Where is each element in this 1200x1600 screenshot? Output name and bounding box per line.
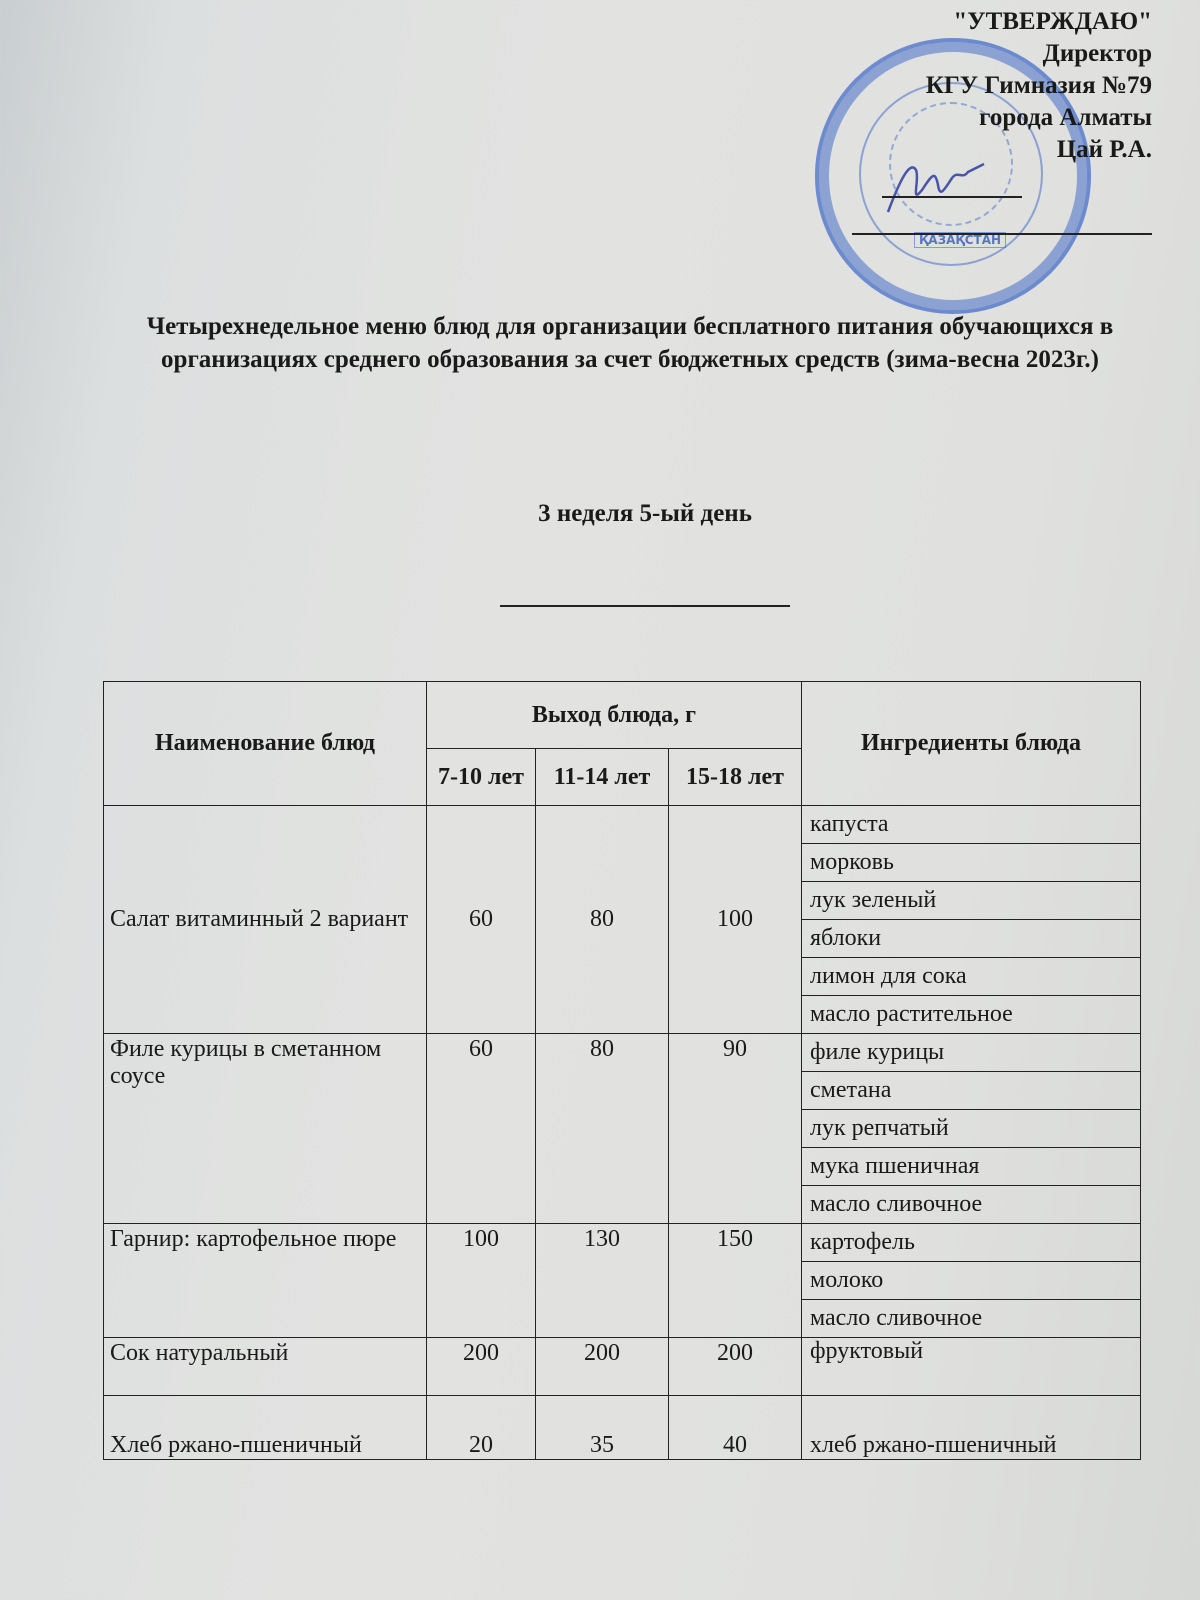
- header-yield: Выход блюда, г: [427, 682, 802, 749]
- header-ingredients: Ингредиенты блюда: [802, 682, 1141, 806]
- ingredient: сметана: [802, 1072, 1141, 1110]
- dish-name: Филе курицы в сметанном соусе: [104, 1034, 427, 1224]
- yield-15-18: 40: [669, 1396, 802, 1460]
- blank-line: [500, 605, 790, 607]
- ingredient: масло сливочное: [802, 1186, 1141, 1224]
- dish-name: Хлеб ржано-пшеничный: [104, 1396, 427, 1460]
- ingredient: лимон для сока: [802, 958, 1141, 996]
- yield-15-18: 200: [669, 1338, 802, 1396]
- yield-7-10: 200: [427, 1338, 536, 1396]
- table-row: [104, 1338, 1141, 1396]
- yield-7-10: 100: [427, 1224, 536, 1338]
- header-row: [104, 682, 1141, 749]
- yield-11-14: 130: [536, 1224, 669, 1338]
- approval-position: Директор: [1042, 40, 1152, 67]
- ingredient: фруктовый: [802, 1338, 1141, 1396]
- yield-15-18: 150: [669, 1224, 802, 1338]
- yield-15-18: 90: [669, 1034, 802, 1224]
- ingredient: молоко: [802, 1262, 1141, 1300]
- approval-block: [926, 6, 1152, 166]
- dish-name: Гарнир: картофельное пюре: [104, 1224, 427, 1338]
- approval-heading: "УТВЕРЖДАЮ": [953, 8, 1152, 35]
- document-title: Четырехнедельное меню блюд для организации бесплатного питания обучающихся в организациях среднего образования за счет бюджетных средств (зима-весна 2023г.): [146, 313, 1114, 373]
- ingredient: морковь: [802, 844, 1141, 882]
- ingredient: лук репчатый: [802, 1110, 1141, 1148]
- yield-7-10: 60: [427, 806, 536, 1034]
- yield-11-14: 80: [536, 1034, 669, 1224]
- ingredient: филе курицы: [802, 1034, 1141, 1072]
- header-dish-name: Наименование блюд: [104, 682, 427, 806]
- menu-table: [103, 681, 1141, 1460]
- ingredient: капуста: [802, 806, 1141, 844]
- approval-signatory: Цай Р.А.: [1056, 136, 1152, 163]
- date-line: [852, 233, 1152, 235]
- header-age-7-10: 7-10 лет: [427, 749, 536, 806]
- stamp-label: ҚАЗАҚСТАН: [914, 232, 1006, 248]
- yield-7-10: 60: [427, 1034, 536, 1224]
- table-row: [104, 806, 1141, 844]
- document-subtitle: 3 неделя 5-ый день: [538, 500, 752, 527]
- yield-11-14: 200: [536, 1338, 669, 1396]
- ingredient: мука пшеничная: [802, 1148, 1141, 1186]
- ingredient: масло растительное: [802, 996, 1141, 1034]
- header-age-15-18: 15-18 лет: [669, 749, 802, 806]
- dish-name: Салат витаминный 2 вариант: [104, 806, 427, 1034]
- table-row: [104, 1396, 1141, 1460]
- ingredient: яблоки: [802, 920, 1141, 958]
- approval-city: города Алматы: [979, 104, 1152, 131]
- yield-7-10: 20: [427, 1396, 536, 1460]
- header-age-11-14: 11-14 лет: [536, 749, 669, 806]
- ingredient: хлеб ржано-пшеничный: [802, 1396, 1141, 1460]
- yield-15-18: 100: [669, 806, 802, 1034]
- table-row: [104, 1224, 1141, 1262]
- approval-organization: КГУ Гимназия №79: [925, 72, 1152, 99]
- signature-line: [882, 196, 1022, 198]
- table-row: [104, 1034, 1141, 1072]
- yield-11-14: 80: [536, 806, 669, 1034]
- ingredient: картофель: [802, 1224, 1141, 1262]
- ingredient: масло сливочное: [802, 1300, 1141, 1338]
- yield-11-14: 35: [536, 1396, 669, 1460]
- ingredient: лук зеленый: [802, 882, 1141, 920]
- dish-name: Сок натуральный: [104, 1338, 427, 1396]
